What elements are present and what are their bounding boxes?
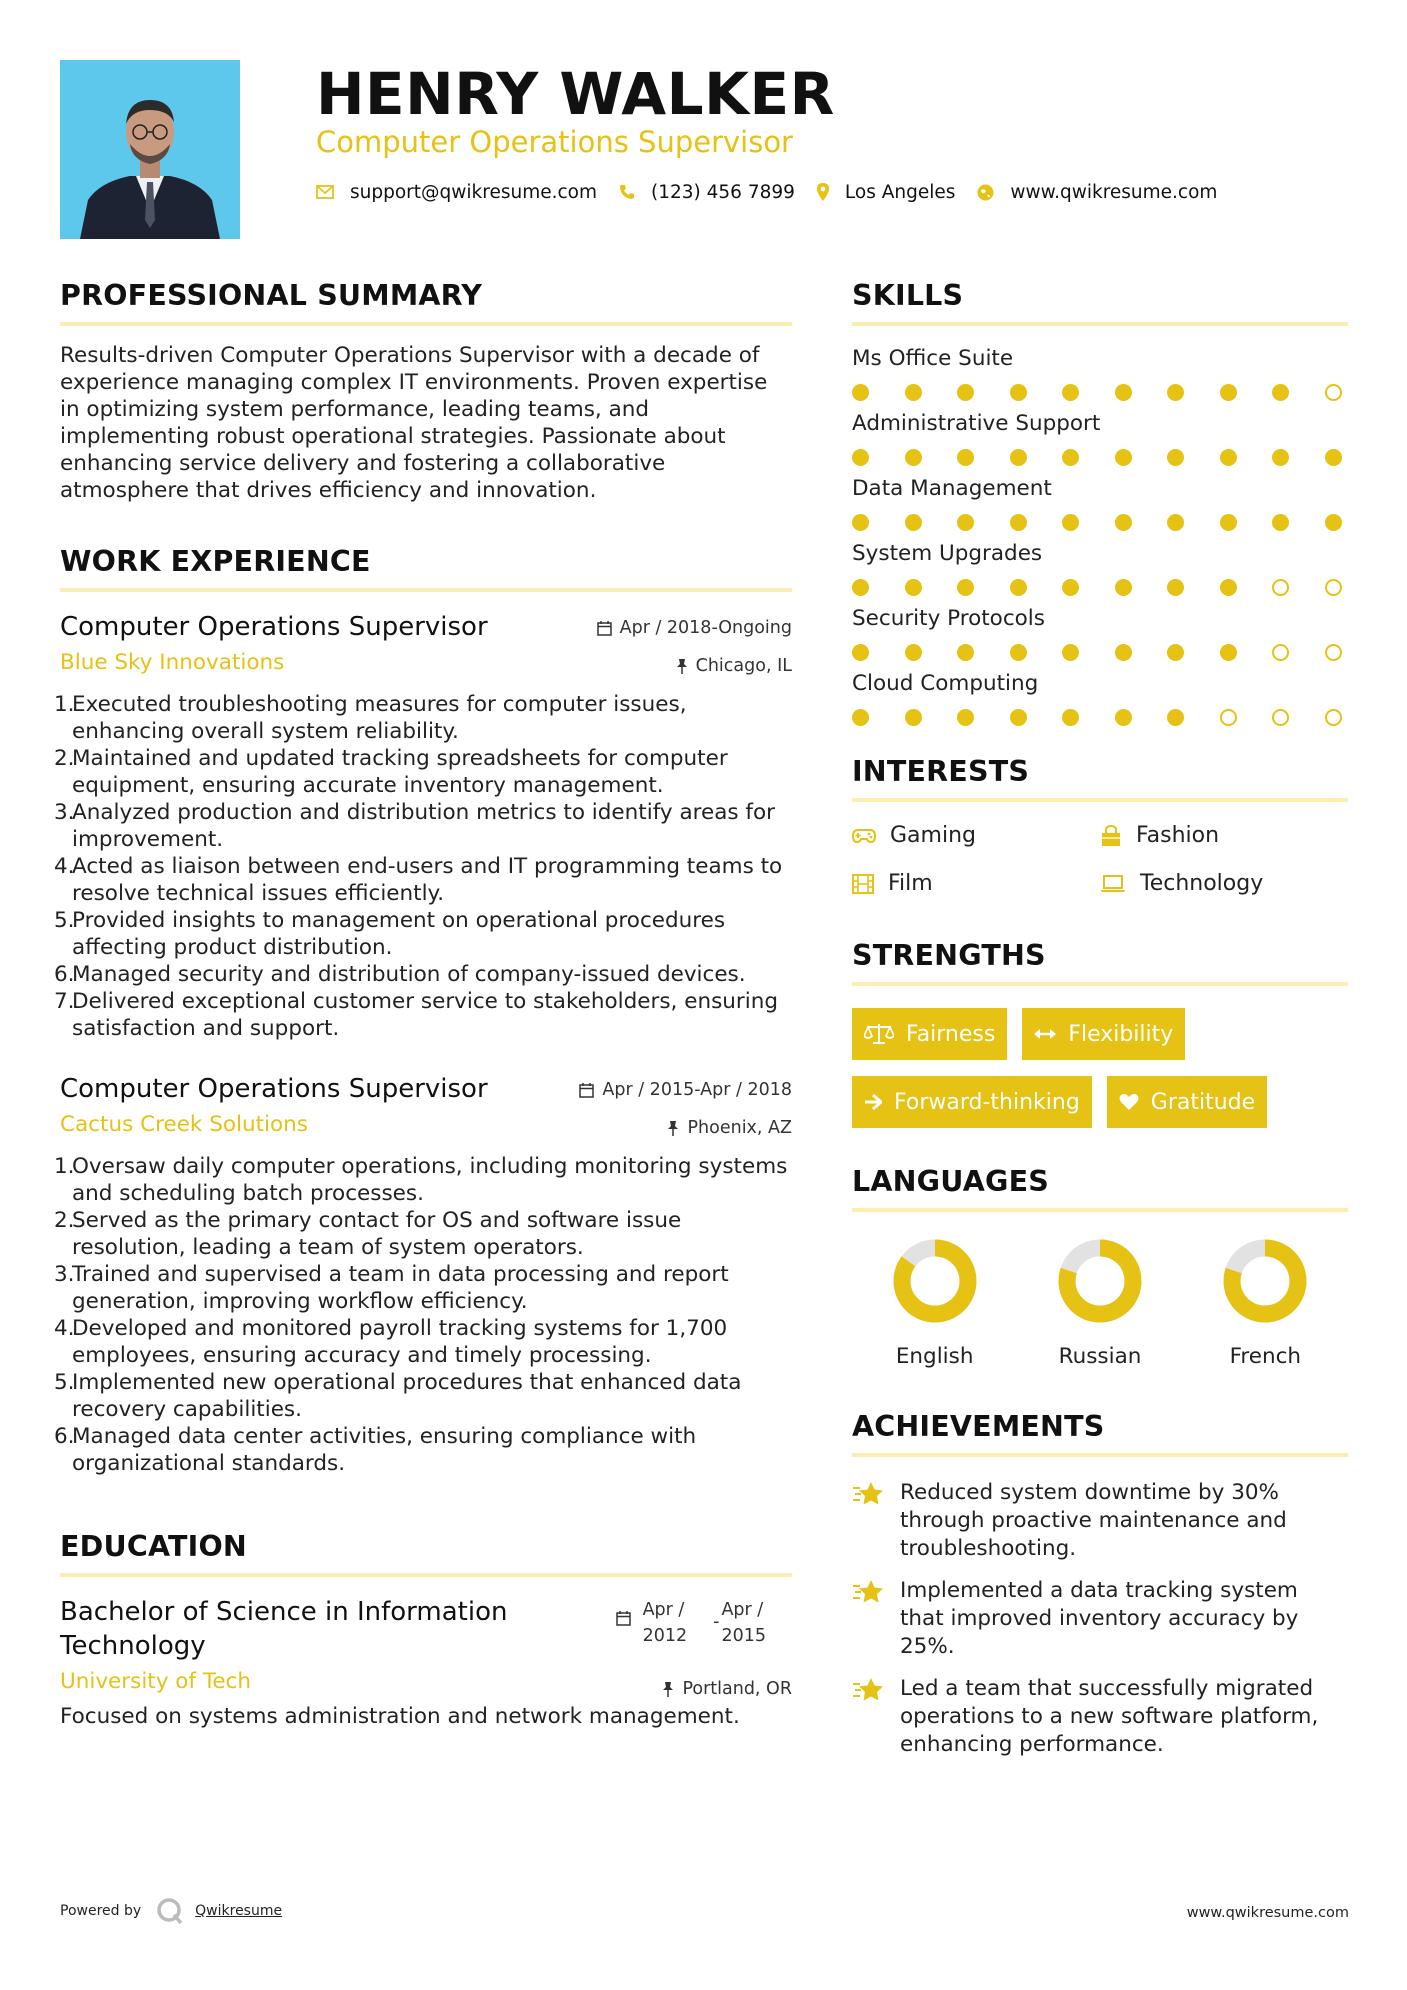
skill-rating xyxy=(852,644,1342,661)
job-bullets xyxy=(54,691,792,1042)
contact-phone-text: (123) 456 7899 xyxy=(651,181,795,203)
rating-dot-filled xyxy=(1272,449,1289,466)
summary-heading: PROFESSIONAL SUMMARY xyxy=(60,278,792,326)
rating-dot-empty xyxy=(1325,709,1342,726)
profile-photo xyxy=(60,60,240,239)
language-item xyxy=(1017,1238,1182,1369)
language-label: French xyxy=(1229,1344,1302,1369)
rating-dot-filled xyxy=(1062,579,1079,596)
job-bullet: 5. Implemented new operational procedures that enhanced data recovery capabilities. xyxy=(54,1370,742,1422)
rating-dot-filled xyxy=(1062,644,1079,661)
skill-rating xyxy=(852,384,1342,401)
powered-by-label: Powered by xyxy=(60,1903,142,1919)
trophy-star-icon xyxy=(852,1481,884,1507)
language-item xyxy=(1183,1238,1348,1369)
interest-item xyxy=(852,822,1100,850)
interests-heading: INTERESTS xyxy=(852,754,1348,802)
rating-dot-filled xyxy=(957,514,974,531)
achievement-item xyxy=(852,1675,1348,1759)
rating-dot-filled xyxy=(1115,709,1132,726)
calendar-icon xyxy=(579,1083,594,1098)
rating-dot-filled xyxy=(1272,514,1289,531)
contact-phone[interactable] xyxy=(619,182,795,203)
rating-dot-filled xyxy=(852,644,869,661)
job-bullet: 4. Acted as liaison between end-users and IT programming teams to resolve technical issues efficiently. xyxy=(54,854,783,906)
calendar-icon xyxy=(597,621,612,636)
language-item xyxy=(852,1238,1017,1369)
contact-website[interactable] xyxy=(977,182,1217,203)
degree-line-2: Technology xyxy=(60,1631,206,1661)
rating-dot-filled xyxy=(1167,709,1184,726)
strengths-list xyxy=(852,1008,1348,1128)
interest-item xyxy=(852,870,1100,898)
job-bullet: 7. Delivered exceptional customer service to stakeholders, ensuring satisfaction and support. xyxy=(54,989,778,1041)
shopping-bag-icon xyxy=(1100,825,1122,847)
language-level-ring xyxy=(1057,1238,1143,1324)
rating-dot-filled xyxy=(1167,644,1184,661)
rating-dot-empty xyxy=(1272,709,1289,726)
job-location xyxy=(667,1118,792,1138)
strength-tag xyxy=(1107,1076,1267,1128)
contact-location xyxy=(817,182,956,203)
job-date-text: Apr / 2015-Apr / 2018 xyxy=(602,1080,792,1100)
job-location-text: Phoenix, AZ xyxy=(687,1118,792,1138)
interest-label: Film xyxy=(888,871,933,896)
skill-item xyxy=(852,409,1348,466)
education-heading: EDUCATION xyxy=(60,1529,792,1577)
job-bullet: 6. Managed security and distribution of company-issued devices. xyxy=(54,962,746,987)
skills-list xyxy=(852,344,1348,726)
rating-dot-filled xyxy=(1062,384,1079,401)
strength-tag xyxy=(1022,1008,1185,1060)
language-level-ring xyxy=(892,1238,978,1324)
arrows-horizontal-icon xyxy=(1034,1027,1056,1041)
left-column xyxy=(54,278,792,1730)
rating-dot-filled xyxy=(1115,644,1132,661)
qwikresume-logo-icon xyxy=(155,1896,185,1926)
job-bullet: 5. Provided insights to management on operational procedures affecting product distribution. xyxy=(54,908,726,960)
job-bullet: 3. Trained and supervised a team in data processing and report generation, improving workflow efficiency. xyxy=(54,1262,729,1314)
education-location-text: Portland, OR xyxy=(682,1679,792,1699)
skill-item xyxy=(852,344,1348,401)
skills-heading: SKILLS xyxy=(852,278,1348,326)
job-title: Computer Operations Supervisor xyxy=(60,1074,488,1104)
rating-dot-empty xyxy=(1325,384,1342,401)
rating-dot-filled xyxy=(852,514,869,531)
education-description: Focused on systems administration and network management. xyxy=(60,1704,740,1729)
education-date xyxy=(616,1597,766,1649)
job-bullets xyxy=(54,1153,792,1477)
skill-name: Data Management xyxy=(852,476,1052,501)
heart-icon xyxy=(1119,1093,1139,1111)
envelope-icon xyxy=(316,185,334,199)
phone-icon xyxy=(619,184,635,200)
languages-list xyxy=(852,1238,1348,1369)
job-bullet: 3. Analyzed production and distribution metrics to identify areas for improvement. xyxy=(54,800,775,852)
rating-dot-filled xyxy=(957,384,974,401)
rating-dot-filled xyxy=(1272,384,1289,401)
job-bullet: 4. Developed and monitored payroll tracking systems for 1,700 employees, ensuring accuracy and timely processing. xyxy=(54,1316,728,1368)
interests-grid xyxy=(852,822,1348,898)
rating-dot-filled xyxy=(1010,514,1027,531)
strength-tag xyxy=(852,1008,1007,1060)
job-company: Blue Sky Innovations xyxy=(60,650,285,675)
job-date-text: Apr / 2018-Ongoing xyxy=(619,618,792,638)
rating-dot-filled xyxy=(905,514,922,531)
job-entry xyxy=(54,1072,792,1477)
skill-rating xyxy=(852,449,1342,466)
job-title: Computer Operations Supervisor xyxy=(60,612,488,642)
rating-dot-filled xyxy=(1220,514,1237,531)
interest-label: Technology xyxy=(1140,871,1264,896)
degree-line-1: Bachelor of Science in Information xyxy=(60,1597,508,1627)
education-end: Apr / 2015 xyxy=(721,1600,766,1646)
laptop-icon xyxy=(1100,875,1126,893)
rating-dot-filled xyxy=(957,449,974,466)
rating-dot-filled xyxy=(852,709,869,726)
skill-name: Ms Office Suite xyxy=(852,346,1014,371)
rating-dot-filled xyxy=(1062,449,1079,466)
achievements-list xyxy=(852,1479,1348,1759)
rating-dot-empty xyxy=(1220,709,1237,726)
interest-label: Fashion xyxy=(1136,823,1220,848)
rating-dot-empty xyxy=(1325,644,1342,661)
rating-dot-filled xyxy=(905,449,922,466)
interests-section xyxy=(852,754,1348,898)
strength-label: Fairness xyxy=(906,1021,996,1047)
skill-item xyxy=(852,539,1348,596)
rating-dot-filled xyxy=(1010,644,1027,661)
education-entry xyxy=(60,1595,792,1730)
rating-dot-empty xyxy=(1325,579,1342,596)
skill-rating xyxy=(852,709,1342,726)
rating-dot-filled xyxy=(1115,384,1132,401)
rating-dot-filled xyxy=(1167,449,1184,466)
language-level-ring xyxy=(1222,1238,1308,1324)
pushpin-icon xyxy=(667,1121,679,1136)
rating-dot-filled xyxy=(1115,579,1132,596)
job-bullet: 2. Served as the primary contact for OS and software issue resolution, leading a team of system operators. xyxy=(54,1208,682,1260)
rating-dot-filled xyxy=(1167,514,1184,531)
job-bullet: 2. Maintained and updated tracking spreadsheets for computer equipment, ensuring accurate inventory management. xyxy=(54,746,728,798)
skill-name: Security Protocols xyxy=(852,606,1045,631)
qwikresume-link[interactable]: Qwikresume xyxy=(195,1903,283,1919)
skill-item xyxy=(852,604,1348,661)
experience-section xyxy=(54,544,792,1477)
job-location xyxy=(676,656,792,676)
summary-section xyxy=(60,278,792,504)
job-location-text: Chicago, IL xyxy=(695,656,792,676)
map-marker-icon xyxy=(817,183,829,201)
skill-item xyxy=(852,474,1348,531)
strengths-heading: STRENGTHS xyxy=(852,938,1348,986)
rating-dot-filled xyxy=(1062,709,1079,726)
rating-dot-filled xyxy=(1220,449,1237,466)
rating-dot-filled xyxy=(1220,579,1237,596)
rating-dot-filled xyxy=(852,384,869,401)
achievements-section xyxy=(852,1409,1348,1759)
job-bullet: 1. Executed troubleshooting measures for computer issues, enhancing overall system reliability. xyxy=(54,692,687,744)
strengths-section xyxy=(852,938,1348,1128)
skill-name: Administrative Support xyxy=(852,411,1101,436)
rating-dot-filled xyxy=(1167,384,1184,401)
globe-icon xyxy=(977,184,994,201)
skill-rating xyxy=(852,514,1342,531)
language-label: Russian xyxy=(1058,1344,1142,1369)
interest-item xyxy=(1100,822,1348,850)
education-dash: - xyxy=(713,1612,720,1632)
rating-dot-filled xyxy=(852,579,869,596)
summary-text: Results-driven Computer Operations Supervisor with a decade of experience managing complex IT environments. Proven expertise in optimizing system performance, leading teams, and implementing robust operational strategies. Passionate about enhancing service delivery and fostering a collaborative atmosphere that drives efficiency and innovation. xyxy=(60,343,768,503)
rating-dot-filled xyxy=(905,644,922,661)
contact-website-text: www.qwikresume.com xyxy=(1010,181,1218,203)
rating-dot-filled xyxy=(957,579,974,596)
rating-dot-filled xyxy=(1325,449,1342,466)
rating-dot-filled xyxy=(1062,514,1079,531)
candidate-role: Computer Operations Supervisor xyxy=(316,125,793,159)
rating-dot-filled xyxy=(905,709,922,726)
school-name: University of Tech xyxy=(60,1669,252,1694)
skills-section xyxy=(852,278,1348,726)
strength-label: Flexibility xyxy=(1068,1021,1174,1047)
pushpin-icon xyxy=(662,1682,674,1697)
rating-dot-filled xyxy=(957,644,974,661)
strength-label: Gratitude xyxy=(1150,1089,1256,1115)
job-bullet: 1. Oversaw daily computer operations, including monitoring systems and scheduling batch processes. xyxy=(54,1154,788,1206)
contact-location-text: Los Angeles xyxy=(844,181,956,203)
job-bullet: 6. Managed data center activities, ensuring compliance with organizational standards. xyxy=(54,1424,697,1476)
contact-bar xyxy=(316,178,1239,206)
rating-dot-filled xyxy=(1010,449,1027,466)
rating-dot-empty xyxy=(1272,644,1289,661)
education-start: Apr / 2012 xyxy=(642,1600,688,1646)
footer-powered-by xyxy=(60,1896,282,1926)
rating-dot-filled xyxy=(852,449,869,466)
achievement-text: Reduced system downtime by 30% through proactive maintenance and troubleshooting. xyxy=(900,1480,1287,1561)
rating-dot-filled xyxy=(957,709,974,726)
languages-section xyxy=(852,1164,1348,1369)
rating-dot-filled xyxy=(1220,384,1237,401)
contact-email[interactable] xyxy=(316,182,597,203)
rating-dot-filled xyxy=(1010,384,1027,401)
achievement-text: Implemented a data tracking system that improved inventory accuracy by 25%. xyxy=(900,1578,1299,1659)
rating-dot-filled xyxy=(1325,514,1342,531)
calendar-icon xyxy=(616,1611,631,1626)
skill-rating xyxy=(852,579,1342,596)
languages-heading: LANGUAGES xyxy=(852,1164,1348,1212)
strength-label: Forward-thinking xyxy=(894,1089,1080,1115)
interest-item xyxy=(1100,870,1348,898)
achievement-text: Led a team that successfully migrated operations to a new software platform, enhancing performance. xyxy=(900,1676,1319,1757)
achievement-item xyxy=(852,1577,1348,1661)
rating-dot-filled xyxy=(1010,579,1027,596)
experience-heading: WORK EXPERIENCE xyxy=(60,544,792,592)
job-date xyxy=(597,618,792,638)
interest-label: Gaming xyxy=(890,823,976,848)
trophy-star-icon xyxy=(852,1579,884,1605)
gamepad-icon xyxy=(852,828,876,844)
trophy-star-icon xyxy=(852,1677,884,1703)
footer-site[interactable]: www.qwikresume.com xyxy=(1186,1905,1349,1921)
rating-dot-filled xyxy=(1220,644,1237,661)
rating-dot-filled xyxy=(905,579,922,596)
job-date xyxy=(579,1080,792,1100)
rating-dot-filled xyxy=(1167,579,1184,596)
rating-dot-filled xyxy=(1115,449,1132,466)
education-location xyxy=(662,1679,792,1699)
skill-name: Cloud Computing xyxy=(852,671,1039,696)
pushpin-icon xyxy=(676,659,688,674)
rating-dot-filled xyxy=(1010,709,1027,726)
film-icon xyxy=(852,874,874,894)
rating-dot-empty xyxy=(1272,579,1289,596)
strength-tag xyxy=(852,1076,1092,1128)
education-section xyxy=(60,1529,792,1730)
language-label: English xyxy=(895,1344,974,1369)
rating-dot-filled xyxy=(1115,514,1132,531)
achievements-heading: ACHIEVEMENTS xyxy=(852,1409,1348,1457)
skill-name: System Upgrades xyxy=(852,541,1043,566)
balance-scale-icon xyxy=(864,1022,894,1046)
achievement-item xyxy=(852,1479,1348,1563)
candidate-name: HENRY WALKER xyxy=(316,60,835,128)
rating-dot-filled xyxy=(905,384,922,401)
job-entry xyxy=(54,610,792,1042)
job-company: Cactus Creek Solutions xyxy=(60,1112,309,1137)
arrow-right-icon xyxy=(864,1093,882,1111)
contact-email-text: support@qwikresume.com xyxy=(350,181,597,203)
skill-item xyxy=(852,669,1348,726)
right-column xyxy=(852,278,1348,1773)
